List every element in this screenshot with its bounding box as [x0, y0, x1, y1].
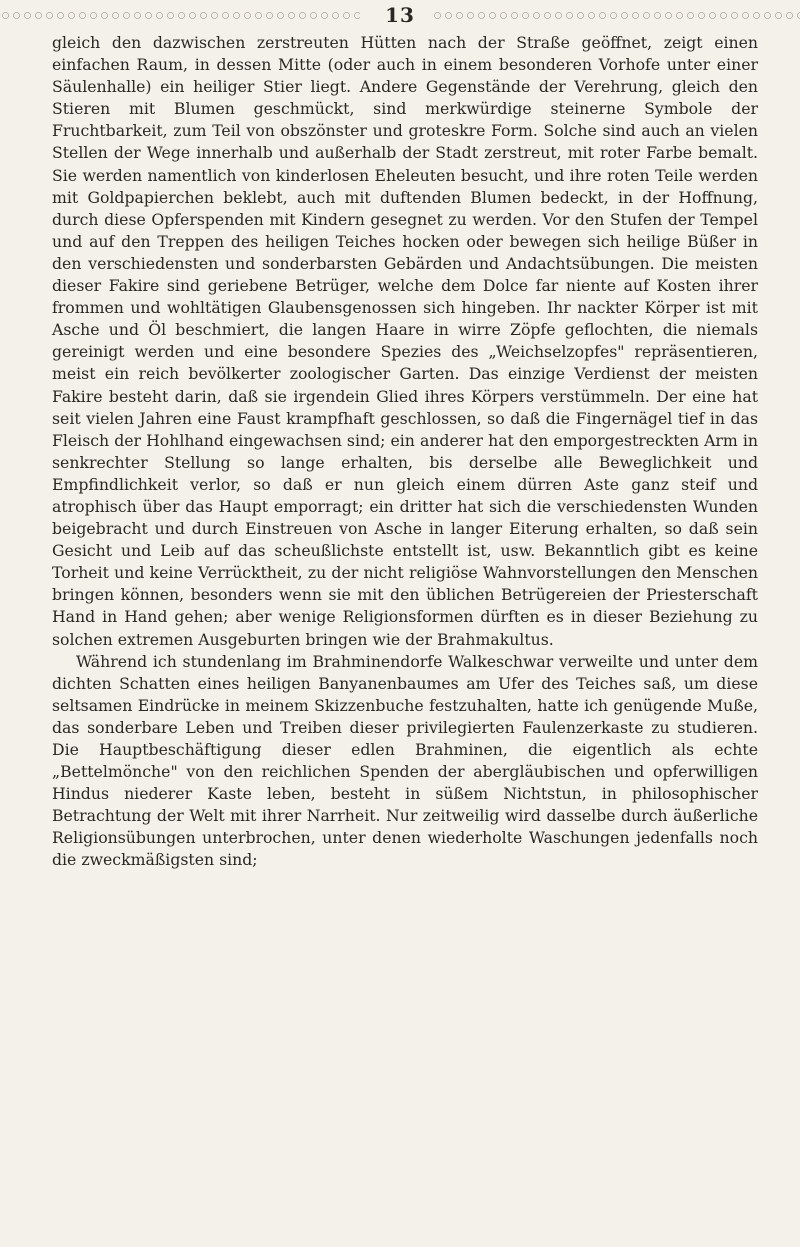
header-ornament-right — [432, 8, 800, 22]
body-text — [52, 32, 758, 872]
paragraph: gleich den dazwischen zerstreuten Hütten nach der Straße geöffnet, zeigt einen einfachen Raum, in dessen Mitte (oder auch in einem besonderen Vorhofe unter einer Säulenhalle) ein heiliger Stier liegt. Andere Gegenstände der Verehrung, gleich den Stieren mit Blumen geschmückt, sind merkwürdige steinerne Symbole der Fruchtbarkeit, zum Teil von obszönster und groteskre Form. Solche sind auch an vielen Stellen der Wege innerhalb und außerhalb der Stadt zerstreut, mit roter Farbe bemalt. Sie werden namentlich von kinderlosen Eheleuten besucht, und ihre roten Teile werden mit Goldpapierchen beklebt, auch mit duftenden Blumen bedeckt, in der Hoffnung, durch diese Opferspenden mit Kindern gesegnet zu werden. Vor den Stufen der Tempel und auf den Treppen des heiligen Teiches hocken oder bewegen sich heilige Büßer in den verschiedensten und sonderbarsten Gebärden und Andachtsübungen. Die meisten dieser Fakire sind geriebene Betrüger, welche dem Dolce far niente auf Kosten ihrer frommen und wohltätigen Glaubensgenossen sich hingeben. Ihr nackter Körper ist mit Asche und Öl beschmiert, die langen Haare in wirre Zöpfe geflochten, die niemals gereinigt werden und eine besondere Spezies des „Weichselzopfes" repräsentieren, meist ein reich bevölkerter zoologischer Garten. Das einzige Verdienst der meisten Fakire besteht darin, daß sie irgendein Glied ihres Körpers verstümmeln. Der eine hat seit vielen Jahren eine Faust krampfhaft geschlossen, so daß die Fingernägel tief in das Fleisch der Hohlhand eingewachsen sind; ein anderer hat den emporgestreckten Arm in senkrechter Stellung so lange erhalten, bis derselbe alle Beweglichkeit und Empfindlichkeit verlor, so daß er nun gleich einem dürren Aste ganz steif und atrophisch über das Haupt emporragt; ein dritter hat sich die verschiedensten Wunden beigebracht und durch Einstreuen von Asche in langer Eiterung erhalten, so daß sein Gesicht und Leib auf das scheußlichste entstellt ist, usw. Bekanntlich gibt es keine Torheit und keine Verrücktheit, zu der nicht religiöse Wahnvorstellungen den Menschen bringen können, besonders wenn sie mit den üblichen Betrügereien der Priesterschaft Hand in Hand gehen; aber wenige Religionsformen dürften es in dieser Beziehung zu solchen extremen Ausgeburten bringen wie der Brahmakultus. — [52, 33, 758, 649]
page-number: 13 — [385, 3, 415, 27]
header-ornament-left — [0, 8, 360, 22]
paragraph: Während ich stundenlang im Brahminendorfe Walkeschwar verweilte und unter dem dichten Schatten eines heiligen Banyanenbaumes am Ufer des Teiches saß, um diese seltsamen Eindrücke in meinem Skizzenbuche festzuhalten, hatte ich genügende Muße, das sonderbare Leben und Treiben dieser privilegierten Faulenzerkaste zu studieren. Die Hauptbeschäftigung dieser edlen Brahminen, die eigentlich als echte „Bettelmönche" von den reichlichen Spenden der abergläubischen und opferwilligen Hindus niederer Kaste leben, besteht in süßem Nichtstun, in philosophischer Betrachtung der Welt mit ihrer Narrheit. Nur zeitweilig wird dasselbe durch äußerliche Religionsübungen unterbrochen, unter denen wiederholte Waschungen jedenfalls noch die zweckmäßigsten sind; — [52, 651, 758, 870]
